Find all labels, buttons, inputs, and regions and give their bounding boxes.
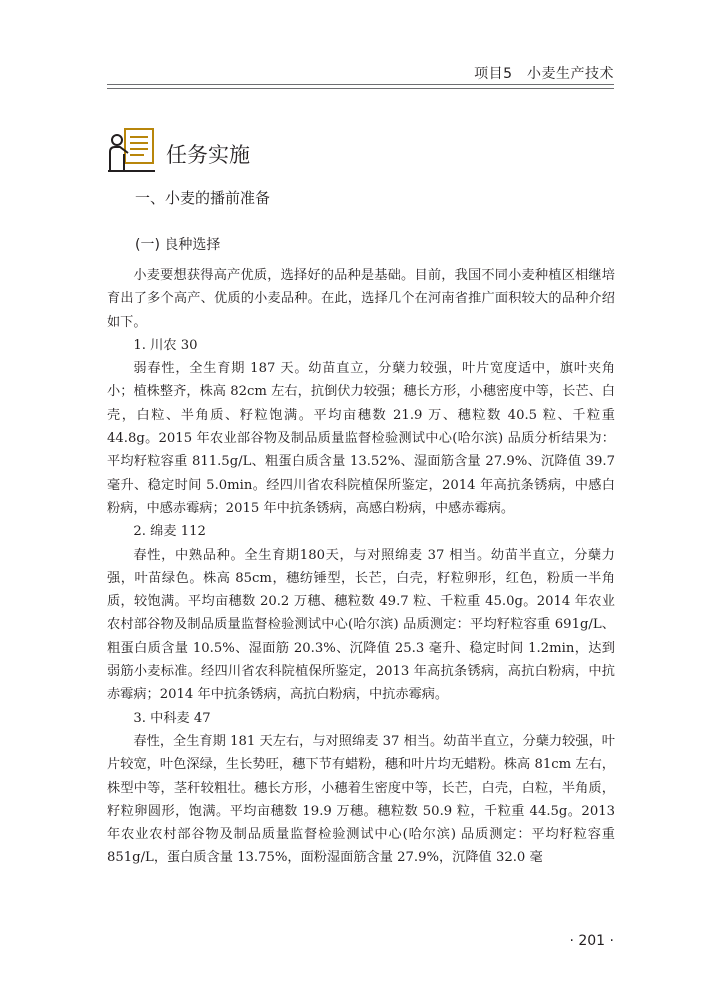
variety-1-description: 弱春性，全生育期 187 天。幼苗直立，分蘖力较强，叶片宽度适中，旗叶夹角小；植株整齐，株高 82cm 左右，抗倒伏力较强；穗长方形，小穗密度中等，长芒、白壳，白粒、半角质、籽粒饱满。平均亩穗数 21.9 万、穗粒数 40.5 粒、千粒重 44.8g。2015 年农业部谷物及制品质量监督检验测试中心(哈尔滨) 品质分析结果为：平均籽粒容重 811.5g/L、粗蛋白质含量 13.52%、湿面筋含量 27.9%、沉降值 39.7 毫升、稳定时间 5.0min。经四川省农科院植保所鉴定，2014 年高抗条锈病，中感白粉病，中感赤霉病；2015 年中抗条锈病，高感白粉病，中感赤霉病。 [107,361,615,516]
variety-3-description: 春性，全生育期 181 天左右，与对照绵麦 37 相当。幼苗半直立，分蘖力较强，叶片较宽，叶色深绿，生长势旺，穗下节有蜡粉，穗和叶片均无蜡粉。株高 81cm 左右，株型中等，茎秆较粗壮。穗长方形，小穗着生密度中等，长芒，白壳，白粒，半角质，籽粒卵圆形，饱满。平均亩穗数 19.9 万穗。穗粒数 50.9 粒，千粒重 44.5g。2013 年农业农村部谷物及制品质量监督检验测试中心(哈尔滨) 品质测定：平均籽粒容重 851g/L，蛋白质含量 13.75%，面粉湿面筋含量 27.9%，沉降值 32.0 毫 [107,733,615,866]
section-heading: 一、小麦的播前准备 [135,189,271,207]
intro-paragraph: 小麦要想获得高产优质，选择好的品种是基础。目前，我国不同小麦种植区相继培育出了多个高产、优质的小麦品种。在此，选择几个在河南省推广面积较大的品种介绍如下。 [107,268,615,330]
running-head: 项目5 小麦生产技术 [474,66,614,82]
header-rule-top [107,84,614,85]
subsection-heading: (一) 良种选择 [135,237,221,253]
page-number: · 201 · [569,933,614,949]
variety-2-description: 春性，中熟品种。全生育期180天，与对照绵麦 37 相当。幼苗半直立，分蘖力强，叶苗绿色。株高 85cm，穗纺锤型，长芒，白壳，籽粒卵形，红色，粉质一半角质，较饱满。平均亩穗数 20.2 万穗、穗粒数 49.7 粒、千粒重 45.0g。2014 年农业农村部谷物及制品质量监督检验测试中心(哈尔滨) 品质测定：平均籽粒容重 691g/L、粗蛋白质含量 10.5%、湿面筋 20.3%、沉降值 25.3 毫升、稳定时间 1.2min，达到弱筋小麦标准。经四川省农科院植保所鉴定，2013 年高抗条锈病，高抗白粉病，中抗赤霉病；2014 年中抗条锈病，高抗白粉病，中抗赤霉病。 [107,547,615,703]
task-title: 任务实施 [166,143,250,167]
variety-1-title: 1. 川农 30 [133,337,198,353]
body-text [107,264,615,870]
teacher-at-board-icon [108,126,156,174]
variety-2-title: 2. 绵麦 112 [133,524,206,540]
variety-3-title: 3. 中科麦 47 [133,710,211,726]
header-rule-bottom [107,88,614,89]
